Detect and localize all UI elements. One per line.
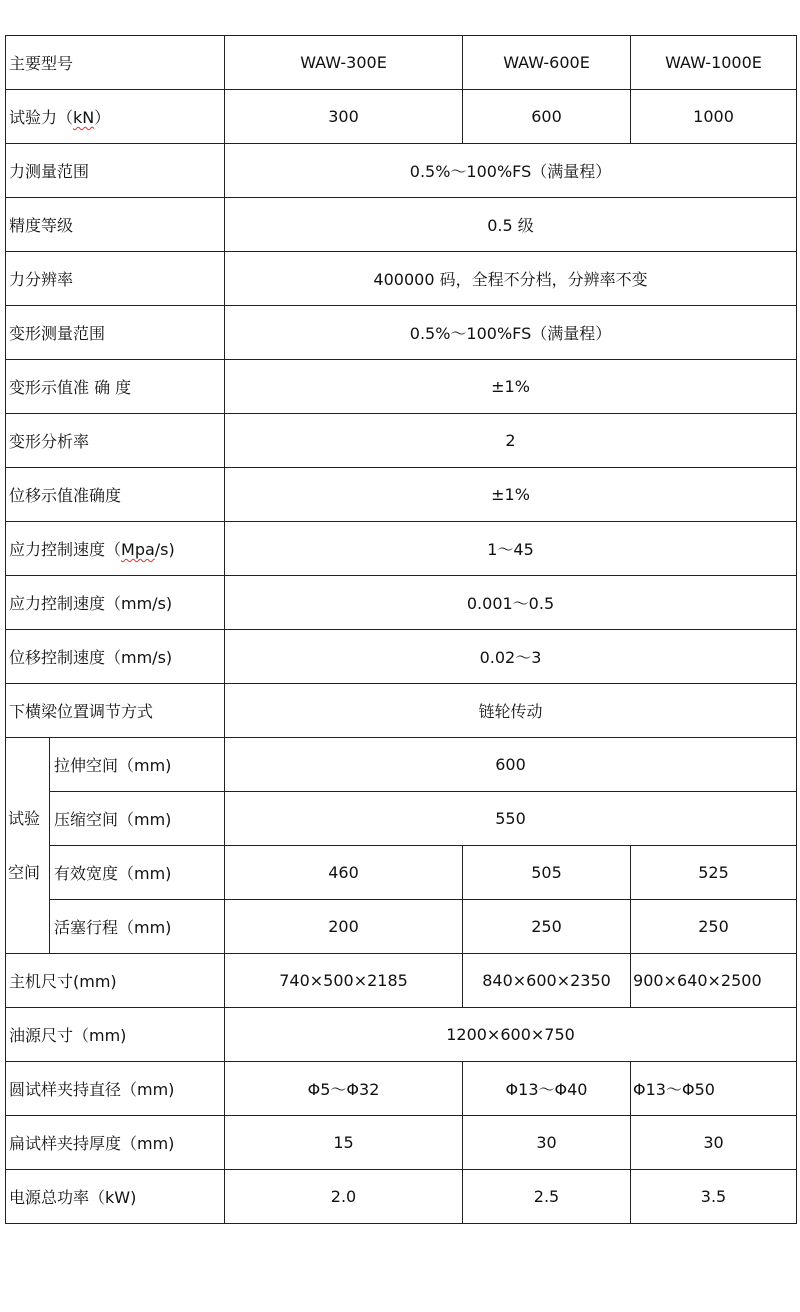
disp-accuracy-value: ±1% — [225, 468, 797, 522]
round-grip-300e: Φ5～Φ32 — [225, 1062, 463, 1116]
deform-accuracy-value: ±1% — [225, 360, 797, 414]
round-grip-600e: Φ13～Φ40 — [463, 1062, 631, 1116]
frame-size-label: 主机尺寸(mm) — [6, 954, 225, 1008]
effective-width-label: 有效宽度（mm) — [50, 846, 225, 900]
row-flat-grip — [6, 1116, 797, 1170]
row-accuracy-class — [6, 198, 797, 252]
stress-rate-mpa-label: 应力控制速度（Mpa/s) — [6, 522, 225, 576]
crossbeam-adjust-label: 下横梁位置调节方式 — [6, 684, 225, 738]
force-range-value: 0.5%～100%FS（满量程） — [225, 144, 797, 198]
row-piston-stroke — [6, 900, 797, 954]
tension-space-value: 600 — [225, 738, 797, 792]
deform-resolution-label: 变形分析率 — [6, 414, 225, 468]
disp-rate-value: 0.02～3 — [225, 630, 797, 684]
stress-rate-mpa-value: 1～45 — [225, 522, 797, 576]
spec-table — [5, 35, 797, 1224]
round-grip-1000e: Φ13～Φ50 — [631, 1062, 797, 1116]
row-deform-resolution — [6, 414, 797, 468]
row-disp-accuracy — [6, 468, 797, 522]
row-deform-range — [6, 306, 797, 360]
effective-width-1000e: 525 — [631, 846, 797, 900]
piston-stroke-1000e: 250 — [631, 900, 797, 954]
test-space-line1: 试验 — [8, 808, 41, 828]
row-power — [6, 1170, 797, 1224]
test-force-300e: 300 — [225, 90, 463, 144]
power-600e: 2.5 — [463, 1170, 631, 1224]
model-300e: WAW-300E — [225, 36, 463, 90]
stress-rate-mm-label: 应力控制速度（mm/s) — [6, 576, 225, 630]
model-600e: WAW-600E — [463, 36, 631, 90]
row-stress-rate-mm — [6, 576, 797, 630]
flat-grip-1000e: 30 — [631, 1116, 797, 1170]
round-grip-label: 圆试样夹持直径（mm) — [6, 1062, 225, 1116]
piston-stroke-label: 活塞行程（mm) — [50, 900, 225, 954]
flat-grip-label: 扁试样夹持厚度（mm) — [6, 1116, 225, 1170]
piston-stroke-600e: 250 — [463, 900, 631, 954]
effective-width-300e: 460 — [225, 846, 463, 900]
model-label: 主要型号 — [6, 36, 225, 90]
row-effective-width — [6, 846, 797, 900]
deform-accuracy-label: 变形示值准 确 度 — [6, 360, 225, 414]
row-force-range — [6, 144, 797, 198]
frame-size-600e: 840×600×2350 — [463, 954, 631, 1008]
tension-space-label: 拉伸空间（mm) — [50, 738, 225, 792]
test-force-600e: 600 — [463, 90, 631, 144]
row-round-grip — [6, 1062, 797, 1116]
test-force-label: 试验力（kN） — [6, 90, 225, 144]
disp-rate-label: 位移控制速度（mm/s) — [6, 630, 225, 684]
accuracy-class-label: 精度等级 — [6, 198, 225, 252]
row-force-resolution — [6, 252, 797, 306]
oil-source-size-value: 1200×600×750 — [225, 1008, 797, 1062]
test-force-1000e: 1000 — [631, 90, 797, 144]
compression-space-label: 压缩空间（mm) — [50, 792, 225, 846]
test-space-line2: 空间 — [8, 862, 41, 882]
frame-size-300e: 740×500×2185 — [225, 954, 463, 1008]
row-test-force — [6, 90, 797, 144]
flat-grip-300e: 15 — [225, 1116, 463, 1170]
piston-stroke-300e: 200 — [225, 900, 463, 954]
frame-size-1000e: 900×640×2500 — [631, 954, 797, 1008]
row-crossbeam-adjust — [6, 684, 797, 738]
force-resolution-value: 400000 码，全程不分档，分辨率不变 — [225, 252, 797, 306]
row-tension-space — [6, 738, 797, 792]
power-label: 电源总功率（kW) — [6, 1170, 225, 1224]
row-frame-size — [6, 954, 797, 1008]
test-space-group-label — [6, 738, 50, 954]
force-resolution-label: 力分辨率 — [6, 252, 225, 306]
flat-grip-600e: 30 — [463, 1116, 631, 1170]
accuracy-class-value: 0.5 级 — [225, 198, 797, 252]
row-compression-space — [6, 792, 797, 846]
deform-range-label: 变形测量范围 — [6, 306, 225, 360]
row-model — [6, 36, 797, 90]
force-range-label: 力测量范围 — [6, 144, 225, 198]
disp-accuracy-label: 位移示值准确度 — [6, 468, 225, 522]
row-deform-accuracy — [6, 360, 797, 414]
oil-source-size-label: 油源尺寸（mm) — [6, 1008, 225, 1062]
power-300e: 2.0 — [225, 1170, 463, 1224]
model-1000e: WAW-1000E — [631, 36, 797, 90]
deform-resolution-value: 2 — [225, 414, 797, 468]
power-1000e: 3.5 — [631, 1170, 797, 1224]
deform-range-value: 0.5%～100%FS（满量程） — [225, 306, 797, 360]
compression-space-value: 550 — [225, 792, 797, 846]
row-stress-rate-mpa — [6, 522, 797, 576]
row-oil-source-size — [6, 1008, 797, 1062]
row-disp-rate — [6, 630, 797, 684]
effective-width-600e: 505 — [463, 846, 631, 900]
stress-rate-mm-value: 0.001～0.5 — [225, 576, 797, 630]
crossbeam-adjust-value: 链轮传动 — [225, 684, 797, 738]
